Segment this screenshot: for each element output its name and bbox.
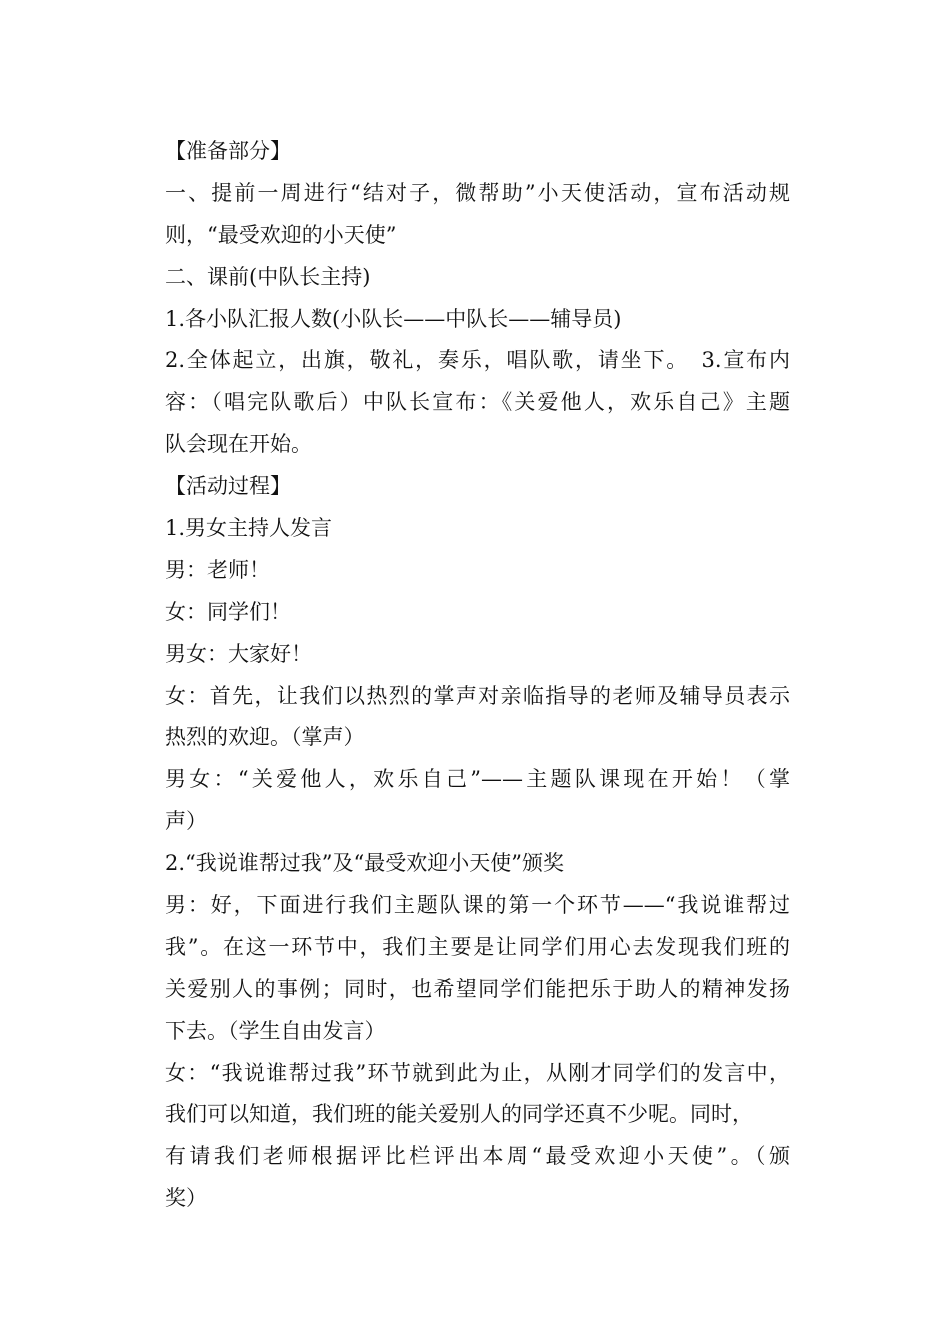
paragraph-line: 男：老师！ xyxy=(165,557,270,582)
paragraph-line: 队会现在开始。 xyxy=(165,432,312,457)
paragraph-line: 声） xyxy=(165,809,207,834)
paragraph-line: 一、提前一周进行“结对子，微帮助”小天使活动，宣布活动规 xyxy=(165,180,790,205)
document-body xyxy=(165,131,790,1220)
paragraph-line: 关爱别人的事例；同时，也希望同学们能把乐于助人的精神发扬 xyxy=(165,976,790,1001)
paragraph-line: 2.全体起立，出旗，敬礼，奏乐，唱队歌，请坐下。 3.宣布内 xyxy=(165,348,790,373)
paragraph-line: 则，“最受欢迎的小天使” xyxy=(165,222,397,247)
paragraph-line: 1.各小队汇报人数(小队长——中队长——辅导员) xyxy=(165,306,622,331)
paragraph-line: 我”。在这一环节中，我们主要是让同学们用心去发现我们班的 xyxy=(165,934,790,959)
paragraph-line: 男女：大家好！ xyxy=(165,641,312,666)
paragraph-line: 女：“我说谁帮过我”环节就到此为止，从刚才同学们的发言中， xyxy=(165,1060,790,1085)
section-heading-preparation: 【准备部分】 xyxy=(165,139,291,163)
paragraph-line: 女：首先，让我们以热烈的掌声对亲临指导的老师及辅导员表示 xyxy=(165,683,790,708)
paragraph-line: 男女：“关爱他人，欢乐自己”——主题队课现在开始！（掌 xyxy=(165,767,790,792)
paragraph-line: 容：（唱完队歌后）中队长宣布：《关爱他人，欢乐自己》主题 xyxy=(165,390,790,415)
paragraph-line: 二、课前(中队长主持) xyxy=(165,264,371,289)
paragraph-line: 热烈的欢迎。（掌声） xyxy=(165,725,365,750)
paragraph-line: 1.男女主持人发言 xyxy=(165,516,333,541)
paragraph-line: 2.“我说谁帮过我”及“最受欢迎小天使”颁奖 xyxy=(165,851,564,876)
paragraph-line: 奖） xyxy=(165,1186,207,1211)
paragraph-line: 我们可以知道，我们班的能关爱别人的同学还真不少呢。同时， xyxy=(165,1102,753,1127)
section-heading-activity-process: 【活动过程】 xyxy=(165,474,291,499)
paragraph-line: 有请我们老师根据评比栏评出本周“最受欢迎小天使”。（颁 xyxy=(165,1144,790,1169)
paragraph-line: 女：同学们！ xyxy=(165,599,291,624)
paragraph-line: 男：好，下面进行我们主题队课的第一个环节——“我说谁帮过 xyxy=(165,893,790,918)
paragraph-line: 下去。（学生自由发言） xyxy=(165,1018,386,1043)
